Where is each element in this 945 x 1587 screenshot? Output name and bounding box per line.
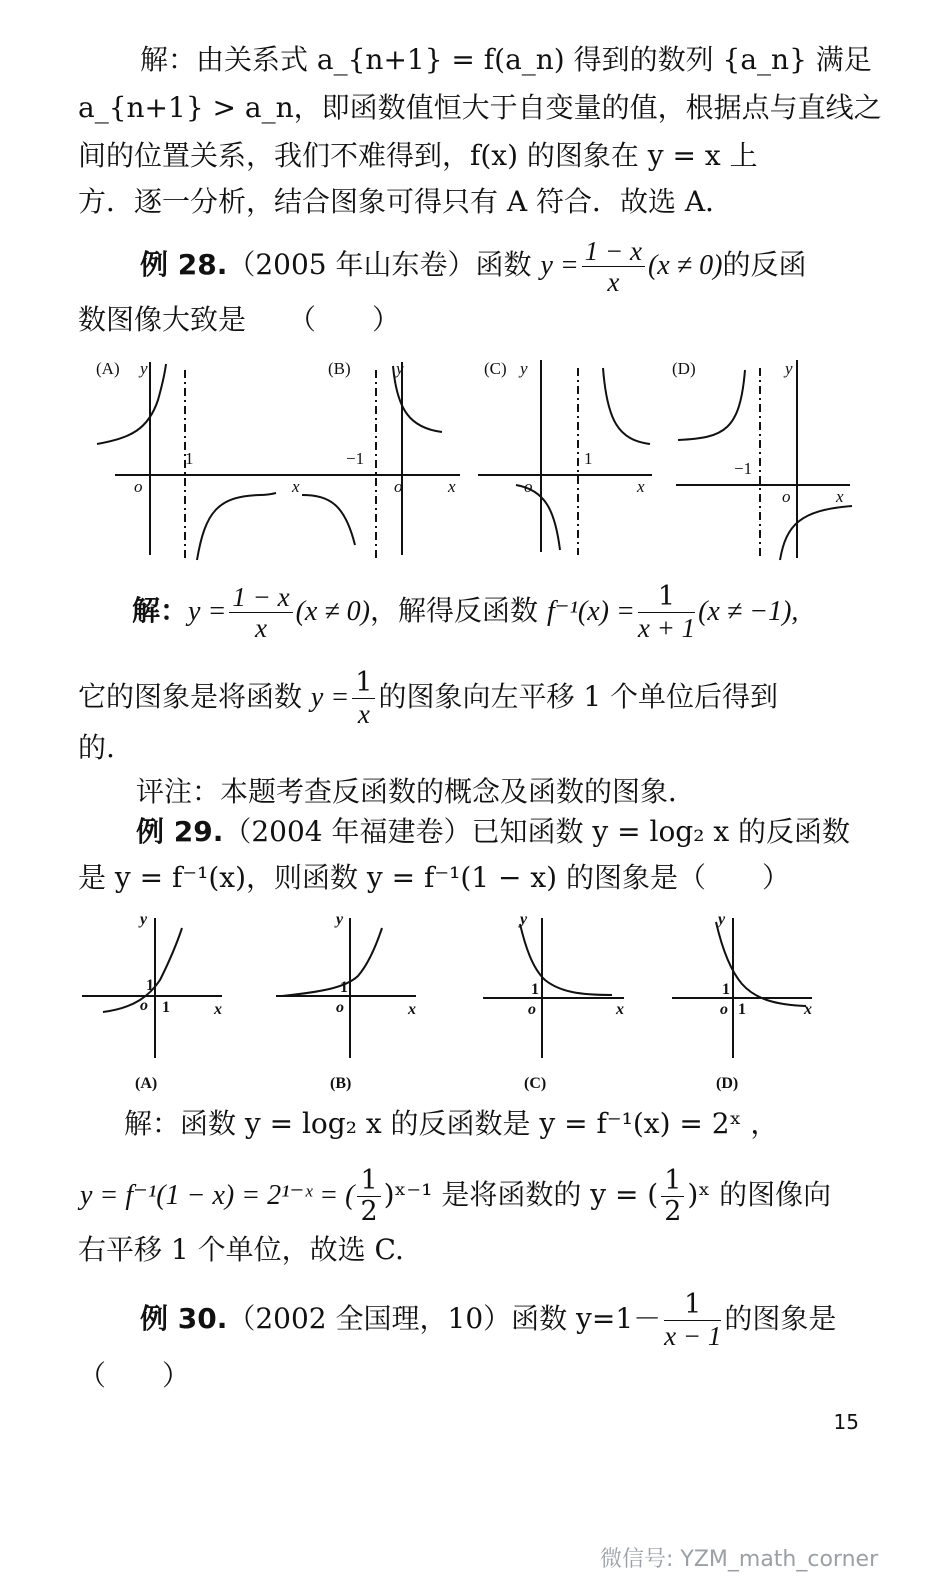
ex29-line2: 是 y = f⁻¹(x)，则函数 y = f⁻¹(1 − x) 的图象是（ ） bbox=[78, 861, 790, 894]
svg-text:1: 1 bbox=[722, 981, 730, 998]
svg-text:o: o bbox=[528, 1001, 536, 1018]
ex28-solution-line3: 的. bbox=[78, 731, 115, 764]
svg-text:1: 1 bbox=[162, 999, 170, 1016]
ex28-line1: 例 28.（2005 年山东卷）函数 y = $\frac{1 - x}{x}$ (x ≠ 0)的反函 bbox=[140, 236, 807, 297]
sol27-line4: 方．逐一分析，结合图象可得只有 A 符合．故选 A． bbox=[78, 185, 734, 218]
svg-text:o: o bbox=[336, 999, 344, 1016]
ex28-solution-line2: 它的图象是将函数 y = $\frac{1}{x}$ 的图象向左平移 1 个单位后得到 bbox=[78, 667, 779, 729]
svg-text:1: 1 bbox=[146, 977, 154, 994]
svg-text:x: x bbox=[448, 477, 456, 496]
sol27-line3: 间的位置关系，我们不难得到，f(x) 的图象在 y = x 上 bbox=[78, 139, 758, 172]
ex29-option-a: (A) bbox=[135, 1075, 158, 1092]
svg-text:y: y bbox=[785, 359, 793, 378]
ex29-option-d: (D) bbox=[716, 1075, 739, 1092]
svg-text:1: 1 bbox=[340, 979, 348, 996]
ex28-option-b: (B) bbox=[328, 359, 351, 378]
ex30-line2: （ ） bbox=[78, 1359, 191, 1392]
svg-text:y: y bbox=[718, 911, 726, 928]
ex30-line1: 例 30.（2002 全国理，10）函数 y=1－ $\frac{1}{x - 1}$ 的图象是 bbox=[140, 1289, 837, 1351]
ex28-option-a: (A) bbox=[96, 359, 120, 378]
svg-text:o: o bbox=[524, 477, 533, 496]
sol27-line2: a_{n+1} > a_n，即函数值恒大于自变量的值，根据点与直线之 bbox=[78, 91, 882, 124]
ex29-line1: 例 29.（2004 年福建卷）已知函数 y = log₂ x 的反函数 bbox=[136, 815, 851, 848]
ex28-fraction: $\frac{1 - x}{x}$ bbox=[582, 236, 645, 297]
svg-text:1: 1 bbox=[584, 449, 593, 468]
svg-text:1: 1 bbox=[531, 981, 539, 998]
page-number: 15 bbox=[833, 1410, 859, 1434]
sol27-line1: 解：由关系式 a_{n+1} = f(a_n) 得到的数列 {a_n} 满足 bbox=[140, 43, 872, 76]
svg-text:x: x bbox=[804, 1001, 812, 1018]
ex29-solution-line1: 解：函数 y = log₂ x 的反函数是 y = f⁻¹(x) = 2ˣ ， bbox=[124, 1107, 779, 1140]
svg-text:y: y bbox=[336, 911, 344, 928]
svg-text:x: x bbox=[292, 477, 300, 496]
svg-text:y: y bbox=[140, 359, 148, 378]
svg-text:y: y bbox=[140, 911, 148, 928]
svg-text:x: x bbox=[637, 477, 645, 496]
ex28-label: 例 28. bbox=[140, 248, 228, 281]
ex28-solution-line1: 解：y = $\frac{1 - x}{x}$ (x ≠ 0)，解得反函数 f⁻¹(x) = $\frac{1}{x + 1}$ (x ≠ −1), bbox=[132, 581, 799, 643]
svg-text:o: o bbox=[782, 487, 791, 506]
svg-text:o: o bbox=[134, 477, 143, 496]
svg-text:y: y bbox=[520, 359, 528, 378]
ex29-option-b: (B) bbox=[330, 1075, 352, 1092]
svg-text:−1: −1 bbox=[734, 459, 753, 478]
svg-text:1: 1 bbox=[738, 1001, 746, 1018]
ex29-solution-line2: y = f⁻¹(1 − x) = 2¹⁻ˣ = ( $\frac{1}{2}$ )ˣ⁻¹ 是将函数的 y = ( $\frac{1}{2}$ )ˣ 的图像向 bbox=[80, 1165, 832, 1227]
ex28-line2: 数图像大致是 （ ） bbox=[78, 303, 401, 336]
ex28-option-d: (D) bbox=[672, 359, 696, 378]
svg-text:x: x bbox=[836, 487, 844, 506]
ex28-option-c: (C) bbox=[484, 359, 507, 378]
ex29-solution-line3: 右平移 1 个单位，故选 C. bbox=[78, 1233, 404, 1266]
svg-text:−1: −1 bbox=[346, 449, 365, 468]
svg-text:x: x bbox=[214, 1001, 222, 1018]
svg-text:o: o bbox=[720, 1001, 728, 1018]
ex29-graphs bbox=[0, 900, 945, 1100]
ex29-option-c: (C) bbox=[524, 1075, 547, 1092]
svg-text:x: x bbox=[616, 1001, 624, 1018]
ex28-graphs bbox=[0, 340, 945, 570]
watermark: 微信号: YZM_math_corner bbox=[600, 1547, 879, 1572]
svg-text:x: x bbox=[408, 1001, 416, 1018]
svg-text:y: y bbox=[396, 359, 404, 378]
ex28-source: （2005 年山东卷）函数 bbox=[227, 248, 532, 281]
svg-text:o: o bbox=[140, 997, 148, 1014]
ex28-note: 评注：本题考查反函数的概念及函数的图象． bbox=[136, 775, 697, 808]
svg-text:y: y bbox=[520, 911, 528, 928]
svg-text:o: o bbox=[394, 477, 403, 496]
svg-text:1: 1 bbox=[185, 449, 194, 468]
